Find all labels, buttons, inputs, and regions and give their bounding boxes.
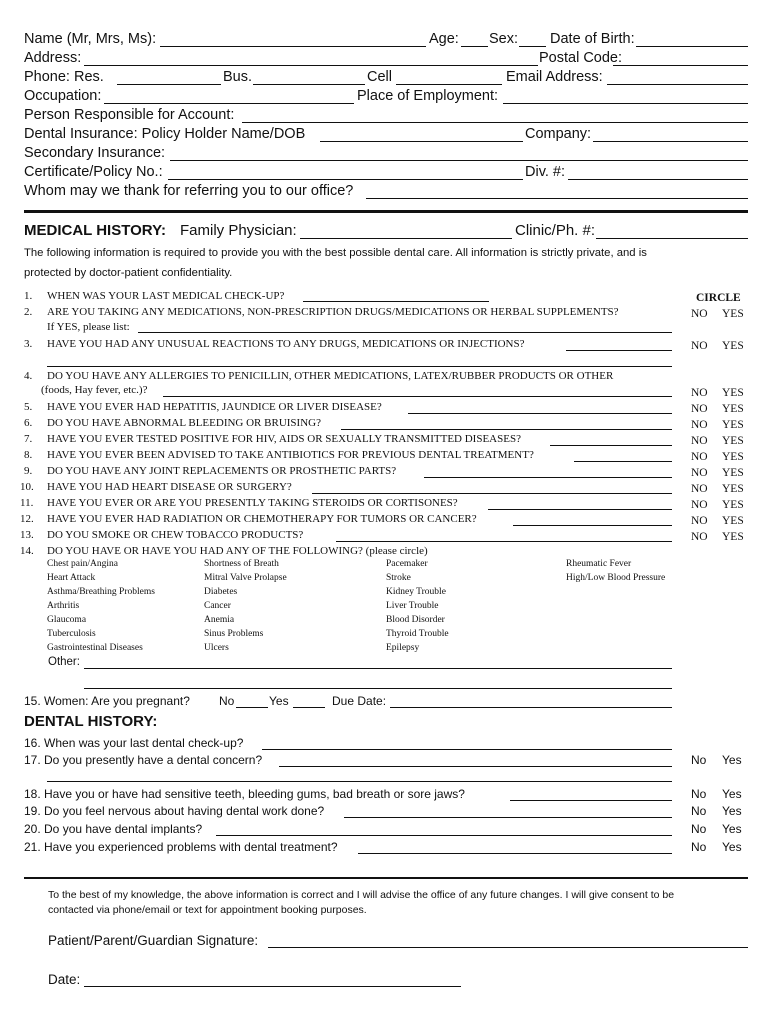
condition-item[interactable]: Chest pain/Angina [47,559,118,569]
condition-item[interactable]: Epilepsy [386,643,420,653]
phone-bus-field[interactable] [253,84,365,85]
pregnant-yes-field[interactable] [293,707,325,708]
yes-option[interactable]: YES [722,308,744,320]
question-5-answer[interactable] [408,413,672,414]
condition-item[interactable]: Stroke [386,573,411,583]
phone-res-field[interactable] [117,84,221,85]
no-option[interactable]: No [691,822,707,836]
yes-option[interactable]: YES [722,403,744,415]
postal-field[interactable] [613,65,748,66]
no-option[interactable]: NO [691,531,708,543]
question-8: HAVE YOU EVER BEEN ADVISED TO TAKE ANTIBIOTICS FOR PREVIOUS DENTAL TREATMENT? [47,449,534,461]
question-number: 1. [24,290,33,302]
secondary-label: Secondary Insurance: [24,145,166,161]
section-divider [24,210,748,213]
footer-divider [24,877,748,879]
condition-item[interactable]: Ulcers [204,643,229,653]
question-20: 20. Do you have dental implants? [24,822,203,836]
question-17-answer-line-2[interactable] [47,781,672,782]
question-3: HAVE YOU HAD ANY UNUSUAL REACTIONS TO ANY DRUGS, MEDICATIONS OR INJECTIONS? [47,338,525,350]
name-field[interactable] [160,46,426,47]
phone-res-label: Phone: Res. [24,69,104,85]
question-2-followup: If YES, please list: [47,321,130,333]
condition-item[interactable]: Sinus Problems [204,629,264,639]
question-11-answer[interactable] [488,509,672,510]
physician-field[interactable] [300,238,512,239]
email-label: Email Address: [506,69,603,85]
condition-item[interactable]: Heart Attack [47,573,96,583]
div-field[interactable] [568,179,748,180]
signature-field[interactable] [268,947,748,948]
employment-field[interactable] [503,103,748,104]
dental-heading: DENTAL HISTORY: [24,713,158,730]
condition-item[interactable]: Anemia [204,615,235,625]
no-option[interactable]: NO [691,435,708,447]
signature-label: Patient/Parent/Guardian Signature: [48,933,259,948]
yes-option[interactable]: Yes [722,787,742,801]
condition-item[interactable]: High/Low Blood Pressure [566,573,666,583]
question-4-continued: (foods, Hay fever, etc.)? [41,384,148,396]
question-19: 19. Do you feel nervous about having dental work done? [24,804,325,818]
phone-bus-label: Bus. [223,69,253,85]
question-20-answer[interactable] [216,835,672,836]
question-16-answer[interactable] [262,749,672,750]
sex-label: Sex: [489,31,519,47]
date-label: Date: [48,972,81,987]
condition-item[interactable]: Liver Trouble [386,601,439,611]
condition-item[interactable]: Cancer [204,601,231,611]
question-7: HAVE YOU EVER TESTED POSITIVE FOR HIV, AIDS OR SEXUALLY TRANSMITTED DISEASES? [47,433,521,445]
yes-option[interactable]: Yes [722,753,742,767]
question-18-answer[interactable] [510,800,672,801]
condition-item[interactable]: Mitral Valve Prolapse [204,573,287,583]
question-number: 5. [24,401,33,413]
question-number: 6. [24,417,33,429]
question-3-answer-line-2[interactable] [47,366,672,367]
question-4: DO YOU HAVE ANY ALLERGIES TO PENICILLIN, OTHER MEDICATIONS, LATEX/RUBBER PRODUCTS OR OTHER [47,370,614,382]
no-option[interactable]: NO [691,419,708,431]
no-option[interactable]: NO [691,483,708,495]
clinic-field[interactable] [596,238,748,239]
condition-item[interactable]: Gastrointestinal Diseases [47,643,143,653]
yes-option[interactable]: YES [722,483,744,495]
clinic-label: Clinic/Ph. #: [515,222,596,239]
question-number: 14. [20,545,34,557]
condition-item[interactable]: Arthritis [47,601,80,611]
question-9-answer[interactable] [424,477,672,478]
yes-option[interactable]: Yes [722,804,742,818]
responsible-field[interactable] [242,122,748,123]
age-field[interactable] [461,46,488,47]
question-12: HAVE YOU EVER HAD RADIATION OR CHEMOTHERAPY FOR TUMORS OR CANCER? [47,513,477,525]
no-option[interactable]: No [691,804,707,818]
medications-list-field[interactable] [138,332,672,333]
div-label: Div. #: [525,164,566,180]
sex-field[interactable] [519,46,546,47]
address-field[interactable] [84,65,538,66]
physician-label: Family Physician: [180,222,297,239]
referral-field[interactable] [366,198,748,199]
other-field[interactable] [84,668,672,669]
certificate-field[interactable] [168,179,523,180]
question-3-answer[interactable] [566,350,672,351]
secondary-field[interactable] [170,160,748,161]
condition-item[interactable]: Thyroid Trouble [386,629,449,639]
no-option[interactable]: NO [691,515,708,527]
cell-label: Cell [367,69,392,85]
responsible-label: Person Responsible for Account: [24,107,235,123]
due-date-field[interactable] [390,707,672,708]
no-option[interactable]: NO [691,499,708,511]
company-label: Company: [525,126,592,142]
no-option[interactable]: NO [691,403,708,415]
condition-item[interactable]: Rheumatic Fever [566,559,632,569]
occupation-label: Occupation: [24,88,102,104]
question-10: HAVE YOU HAD HEART DISEASE OR SURGERY? [47,481,292,493]
yes-option[interactable]: YES [722,467,744,479]
medical-heading: MEDICAL HISTORY: [24,222,166,239]
no-option[interactable]: No [691,787,707,801]
consent-line-1: To the best of my knowledge, the above information is correct and I will advise the office of any future changes. I will give consent to be [48,889,675,901]
pregnant-no-field[interactable] [236,707,268,708]
yes-option[interactable]: YES [722,387,744,399]
pregnant-yes-label[interactable]: Yes [269,694,289,708]
referral-label: Whom may we thank for referring you to our office? [24,183,354,199]
question-4-answer[interactable] [163,396,672,397]
question-number: 11. [20,497,34,509]
question-8-answer[interactable] [574,461,672,462]
question-number: 4. [24,370,33,382]
question-13: DO YOU SMOKE OR CHEW TOBACCO PRODUCTS? [47,529,304,541]
question-14: DO YOU HAVE OR HAVE YOU HAD ANY OF THE FOLLOWING? (please circle) [47,545,428,557]
question-11: HAVE YOU EVER OR ARE YOU PRESENTLY TAKING STEROIDS OR CORTISONES? [47,497,458,509]
no-option[interactable]: NO [691,387,708,399]
no-option[interactable]: NO [691,340,708,352]
condition-item[interactable]: Diabetes [204,587,238,597]
insurance-label: Dental Insurance: Policy Holder Name/DOB [24,126,306,142]
question-2: ARE YOU TAKING ANY MEDICATIONS, NON-PRESCRIPTION DRUGS/MEDICATIONS OR HERBAL SUPPLEMENTS? [47,306,619,318]
age-label: Age: [429,31,459,47]
condition-item[interactable]: Glaucoma [47,615,87,625]
condition-item[interactable]: Tuberculosis [47,629,96,639]
question-19-answer[interactable] [344,817,672,818]
employment-label: Place of Employment: [357,88,499,104]
question-16: 16. When was your last dental check-up? [24,736,244,750]
question-1-answer[interactable] [303,301,489,302]
due-date-label: Due Date: [332,694,387,708]
certificate-label: Certificate/Policy No.: [24,164,163,180]
pregnant-no-label[interactable]: No [219,694,235,708]
question-7-answer[interactable] [550,445,672,446]
question-18: 18. Have you or have had sensitive teeth, bleeding gums, bad breath or sore jaws? [24,787,465,801]
question-13-answer[interactable] [336,541,672,542]
yes-option[interactable]: YES [722,435,744,447]
yes-option[interactable]: Yes [722,840,742,854]
condition-item[interactable]: Kidney Trouble [386,587,446,597]
intro-line-1: The following information is required to provide you with the best possible dental care. All information is strictly private, and is [24,247,647,259]
intro-line-2: protected by doctor-patient confidentiality. [24,267,233,279]
no-option[interactable]: NO [691,467,708,479]
question-number: 12. [20,513,34,525]
question-number: 8. [24,449,33,461]
yes-option[interactable]: YES [722,340,744,352]
date-field[interactable] [84,986,461,987]
circle-header: CIRCLE [696,292,741,304]
question-12-answer[interactable] [513,525,672,526]
question-17: 17. Do you presently have a dental concern? [24,753,263,767]
question-6-answer[interactable] [341,429,672,430]
question-21-answer[interactable] [358,853,672,854]
question-number: 2. [24,306,33,318]
question-10-answer[interactable] [312,493,672,494]
consent-line-2: contacted via phone/email or text for appointment booking purposes. [48,904,367,916]
question-5: HAVE YOU EVER HAD HEPATITIS, JAUNDICE OR LIVER DISEASE? [47,401,382,413]
yes-option[interactable]: YES [722,451,744,463]
address-label: Address: [24,50,82,66]
occupation-field[interactable] [104,103,354,104]
yes-option[interactable]: YES [722,515,744,527]
question-number: 10. [20,481,34,493]
name-label: Name (Mr, Mrs, Ms): [24,31,157,47]
no-option[interactable]: NO [691,308,708,320]
no-option[interactable]: No [691,840,707,854]
condition-item[interactable]: Pacemaker [386,559,428,569]
dob-field[interactable] [636,46,748,47]
cell-field[interactable] [396,84,502,85]
condition-item[interactable]: Shortness of Breath [204,559,279,569]
other-label: Other: [48,656,80,668]
question-number: 7. [24,433,33,445]
other-field-line-2[interactable] [84,688,672,689]
question-number: 3. [24,338,33,350]
dob-label: Date of Birth: [550,31,635,47]
email-field[interactable] [607,84,748,85]
question-number: 13. [20,529,34,541]
no-option[interactable]: NO [691,451,708,463]
no-option[interactable]: No [691,753,707,767]
question-6: DO YOU HAVE ABNORMAL BLEEDING OR BRUISING? [47,417,321,429]
postal-label: Postal Code: [539,50,623,66]
question-9: DO YOU HAVE ANY JOINT REPLACEMENTS OR PROSTHETIC PARTS? [47,465,397,477]
question-17-answer[interactable] [279,766,672,767]
company-field[interactable] [593,141,748,142]
question-15: 15. Women: Are you pregnant? [24,694,190,708]
insurance-field[interactable] [320,141,523,142]
question-1: WHEN WAS YOUR LAST MEDICAL CHECK-UP? [47,290,285,302]
yes-option[interactable]: Yes [722,822,742,836]
yes-option[interactable]: YES [722,531,744,543]
condition-item[interactable]: Blood Disorder [386,615,445,625]
condition-item[interactable]: Asthma/Breathing Problems [47,587,155,597]
question-21: 21. Have you experienced problems with dental treatment? [24,840,338,854]
question-number: 9. [24,465,33,477]
yes-option[interactable]: YES [722,499,744,511]
yes-option[interactable]: YES [722,419,744,431]
